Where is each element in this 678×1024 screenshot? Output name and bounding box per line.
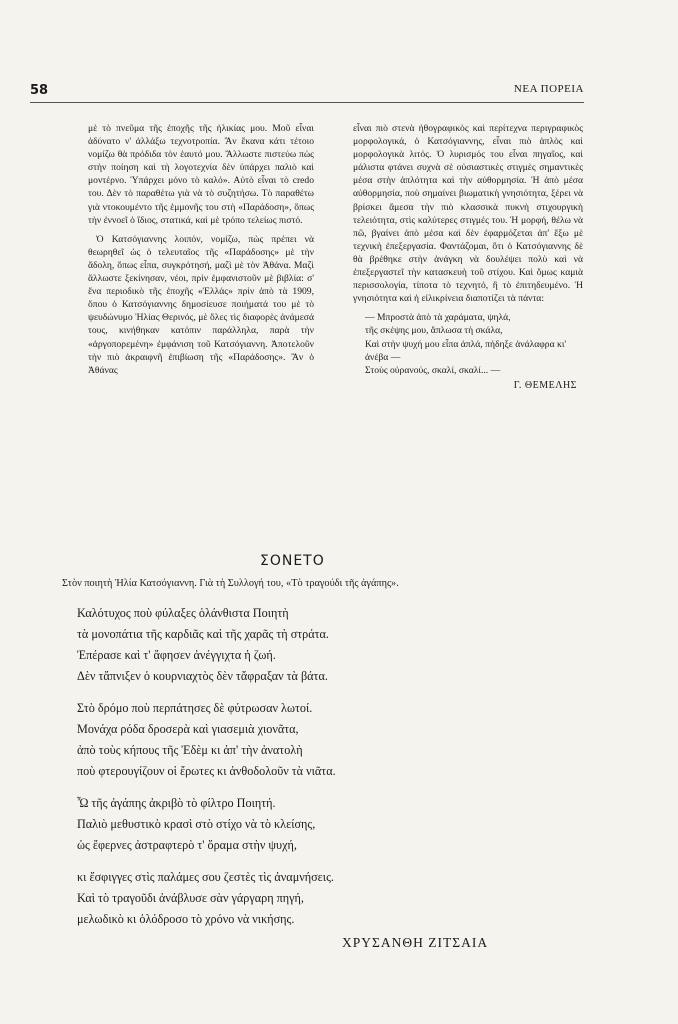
- header-rule: [30, 102, 584, 103]
- quoted-poem: [353, 311, 583, 376]
- sonnet-line: Ὦ τῆς ἀγάπης ἀκριβὸ τὸ φίλτρο Ποιητή.: [77, 796, 276, 810]
- sonnet-title: ΣΟΝΕΤΟ: [260, 553, 325, 569]
- sonnet-line: Παλιὸ μεθυστικὸ κρασὶ στὸ στίχο νὰ τὸ κλείσης,: [77, 817, 316, 831]
- sonnet-line: Καλότυχος ποὺ φύλαξες ὁλάνθιστα Ποιητὴ: [77, 606, 289, 620]
- sonnet-stanza: [77, 793, 537, 856]
- sonnet-body: [77, 603, 537, 941]
- sonnet-line: ὡς ἔφερνες ἀστραφτερὸ τ' ὅραμα στὴν ψυχή,: [77, 838, 297, 852]
- quoted-poem-line: — Μπροστὰ ἀπὸ τὰ χαράματα, ψηλά,: [365, 312, 511, 324]
- essay-paragraph: Ὁ Κατσόγιαννης λοιπόν, νομίζω, πὼς πρέπει νὰ θεωρηθεῖ ὡς ὁ τελευταῖος τῆς «Παράδοσης» μὲ τὴν ἄδολη, ὅπως εἶπα, συγκρότησή, μαζὶ μὲ τὸν Ἀθάνα. Μαζὶ ἄλλωστε ξεκίνησαν, νέοι, πρὶν ἐμφανιστοῦν μὲ βιβλία: σ' ἕνα περιοδικὸ τῆς ἐποχῆς «Ἑλλάς» πρὶν ἀπὸ τὰ 1909, ὅπου ὁ Κατσόγιαννης δημοσίευσε ποιήματά του μὲ τὸ ψευδώνυμο Ἠλίας Θερινός, μὲ ὅλες τὶς διαφορὲς ἀνάμεσά τους, κινήθηκαν κατόπιν παράλληλα, παρὰ τὴν «ἀργοπορεμένη» ἐμφάνιση τοῦ Κατσόγιαννη. Ἀποτελοῦν τὴν πιὸ ἀκραιφνῆ ἐπιβίωση τῆς «Παράδοσης». Ἂν ὁ Ἀθάνας: [88, 233, 314, 376]
- sonnet-line: μελωδικὸ κι ὁλόδροσο τὸ χρόνο νὰ νικήσης.: [77, 912, 295, 926]
- sonnet-line: Ἐπέρασε καὶ τ' ἄφησεν ἀνέγγιχτα ἡ ζωή.: [77, 648, 276, 662]
- sonnet-line: Δὲν τἄπνιξεν ὁ κουρνιαχτὸς δὲν τἄφραξαν τὰ βάτα.: [77, 669, 328, 683]
- sonnet-stanza: [77, 867, 537, 930]
- left-column: [88, 122, 314, 383]
- sonnet-line: κι ἔσφιγγες στὶς παλάμες σου ζεστὲς τὶς ἀναμνήσεις.: [77, 870, 334, 884]
- sonnet-line: Στὸ δρόμο ποὺ περπάτησες δὲ φύτρωσαν λωτοί.: [77, 701, 313, 715]
- quoted-poem-line: Καὶ στὴν ψυχή μου εἶπα ἁπλά, πήδηξε ἀνάλαφρα κι' ἀνέβα —: [365, 338, 567, 363]
- essay-paragraph: μὲ τὸ πνεῦμα τῆς ἐποχῆς τῆς ἡλικίας μου. Μοῦ εἶναι ἀδύνατο ν' ἀλλάξω τεχνοτροπία. Ἂν ἔκανα κάτι τέτοιο νομίζω θὰ πρόδιδα τὸν ἑαυτό μου. Ἄλλωστε πιστεύω πὼς στὴν ποίηση καὶ τὴ λογοτεχνία δὲν ὑπάρχει παλιὸ καὶ μοντέρνο. Ὑπάρχει μόνο τὸ καλό». Αὐτὸ εἶναι τὸ credo του. Δὲν τὸ παραθέτω γιὰ νὰ τὸ συζητήσω. Τὸ παραθέτω γιὰ ντοκουμέντο τῆς ἐμμονῆς του στὴ «Παράδοση», ὅπως τὴν ἐννοεῖ ὁ ἴδιος, στατικά, καὶ μὲ τρόπο τελείως πιστό.: [88, 123, 314, 226]
- sonnet-stanza: [77, 603, 537, 687]
- quoted-poem-line: Στοὺς οὐρανούς, σκαλί, σκαλί... —: [365, 364, 501, 376]
- page-number: 58: [30, 83, 49, 98]
- sonnet-line: Καὶ τὸ τραγοῦδι ἀνάβλυσε σὰν γάργαρη πηγή,: [77, 891, 304, 905]
- sonnet-line: τὰ μονοπάτια τῆς καρδιᾶς καὶ τῆς χαρᾶς τὴ στράτα.: [77, 627, 329, 641]
- sonnet-author-signature: ΧΡΥΣΑΝΘΗ ΖΙΤΣΑΙΑ: [342, 935, 489, 950]
- sonnet-dedication: Στὸν ποιητὴ Ἠλία Κατσόγιαννη. Γιὰ τὴ Συλλογή του, «Τὸ τραγούδι τῆς ἀγάπης».: [62, 578, 399, 589]
- essay-author-signature: Γ. ΘΕΜΕΛΗΣ: [513, 379, 577, 391]
- sonnet-line: Μονάχα ρόδα δροσερὰ καὶ γιασεμιὰ χιονᾶτα,: [77, 722, 299, 736]
- quoted-poem-line: τῆς σκέψης μου, ἅπλωσα τὴ σκάλα,: [365, 325, 503, 337]
- running-title: ΝΕΑ ΠΟΡΕΙΑ: [513, 83, 584, 95]
- sonnet-line: ποὺ φτερουγίζουν οἱ ἔρωτες κι ἀνθοδολοῦν τὰ νιᾶτα.: [77, 764, 336, 778]
- page-header: [30, 83, 584, 101]
- sonnet-stanza: [77, 698, 537, 782]
- sonnet-line: ἀπὸ τοὺς κήπους τῆς Ἐδὲμ κι ἀπ' τὴν ἀνατολὴ: [77, 743, 303, 757]
- essay-paragraph: εἶναι πιὸ στενὰ ἠθογραφικὸς καὶ περίτεχνα περιγραφικὸς μορφολογικά, ὁ Κατσόγιαννης, εἶναι πιὸ ἁπλὸς καὶ μορφολογικὰ λιτός. Ὁ λυρισμός του εἶναι πηγαῖος, καὶ μάλιστα φτάνει συχνὰ σὲ οὐσιαστικὲς στιγμὲς σημαντικὲς μέσα στὴν ἁπλότητα καὶ τὴν αὐθορμησία. Ἡ ἀπὸ μέσα αὐθορμησία, ποὺ σημαίνει βιωματικὴ γνησιότητα, ξέρει νὰ βρίσκει ἄμεσα τὴν πιὸ κλασσικὰ πυκνὴ στιχουργικὴ τελειότητα, στὶς καλύτερες στιγμές του. Ἡ μορφή, θέλω νὰ πῶ, βγαίνει ἀπὸ μέσα καὶ δὲν ἐφαρμόζεται ἀπ' ἔξω μὲ τεχνικὴ ἐπεξεργασία. Φαντάζομαι, ὅτι ὁ Κατσόγιαννης δὲ θὰ βρέθηκε στὴν ἀνάγκη νὰ δουλέψει πολὺ καὶ νὰ ἐπεξεργαστεῖ τὴν κατασκευὴ τοῦ στίχου. Καὶ ὅμως καμιὰ περισσολογία, τίποτα τὸ τεχνητό, ἢ τὸ ἐπιτηδευμένο. Ἡ γνησιότητα καὶ ἡ εἰλικρίνεια διαποτίζει τὰ πάντα:: [353, 123, 583, 305]
- right-column: [353, 122, 583, 392]
